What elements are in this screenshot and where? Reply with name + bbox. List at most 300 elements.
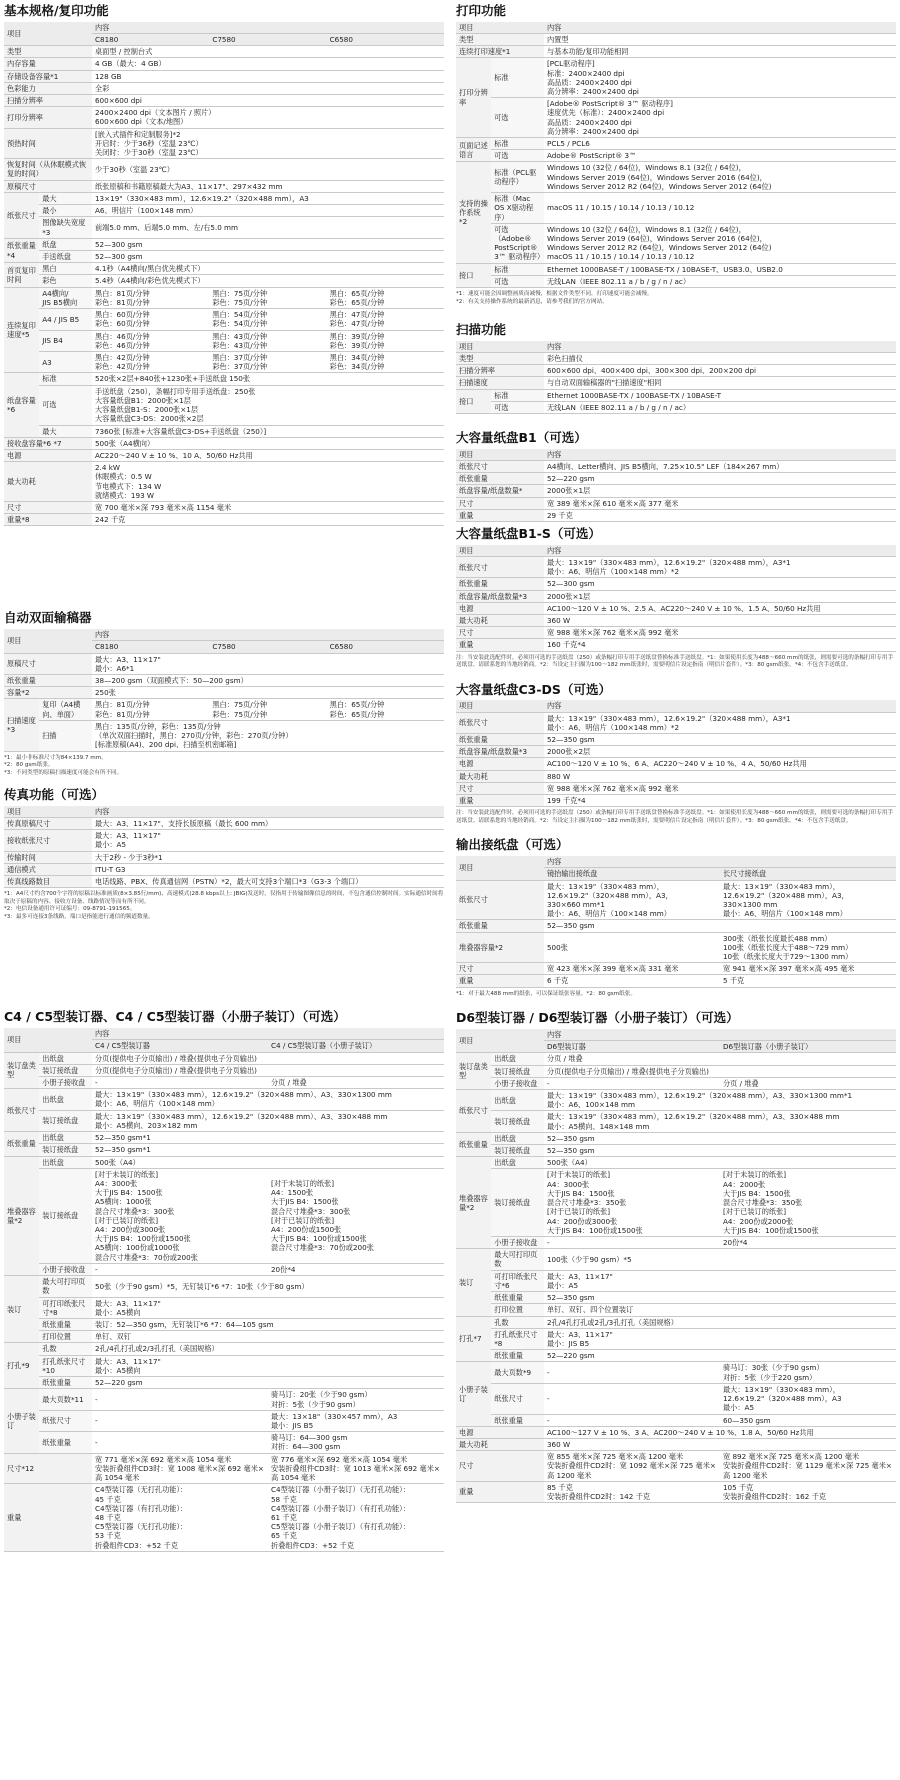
table-row (456, 578, 896, 590)
header-model-name: C4 / C5型装订器 (92, 1040, 268, 1052)
header-item-label: 项目 (456, 856, 544, 880)
table-row (4, 1089, 444, 1110)
row-label: 重量 (456, 509, 544, 521)
row-value: 黑白：34页/分钟 彩色：34页/分钟 (329, 352, 385, 372)
row-value: - (546, 1415, 550, 1425)
table-row (456, 1111, 896, 1132)
row-value: - (94, 1077, 98, 1087)
section-basic (4, 3, 444, 526)
row-value: 52—220 gsm (546, 1351, 595, 1361)
table-row (456, 602, 896, 614)
table-row (456, 1451, 896, 1482)
table-row (456, 1237, 896, 1249)
table-row (4, 830, 444, 851)
row-label: 接口 (456, 263, 491, 287)
spec-table (456, 341, 896, 414)
row-sublabel: 纸张尺寸 (39, 1410, 92, 1431)
section-notes: *1：速度可能会因调整画质而减慢，根据文件类型不同，打印速度可能会减慢。 *2：有关支持操作系统的最新消息，请参考我们的官方网站。 (456, 291, 653, 305)
row-sublabel: A4 / JIS B5 (39, 309, 92, 330)
row-value: 85 千克 安装折叠组件CD2时：142 千克 (546, 1482, 650, 1502)
row-value: 最大：13×19"（330×483 mm）， 12.6×19.2"（320×488 mm），A3 最小：A5 (722, 1384, 842, 1413)
row-sublabel: 纸盘 (39, 238, 92, 250)
row-label: 纸盘容量*6 (4, 373, 39, 437)
section-title: 自动双面输稿器 (4, 610, 92, 626)
table-row (4, 1389, 444, 1410)
row-label: 打印分辨率 (456, 58, 491, 138)
row-value: A4横向、Letter横向、JIS B5横向、7.25×10.5" LEF（184×267 mm） (546, 461, 784, 471)
row-value: 装订：52—350 gsm，无钉装订*6 *7：64—105 gsm (94, 1320, 274, 1330)
table-row (456, 639, 896, 651)
row-label: 扫描分辨率 (4, 94, 92, 106)
table-row (456, 263, 896, 275)
table-row (456, 98, 896, 138)
row-value: 29 千克 (546, 510, 573, 520)
row-value: 50张（少于90 gsm）*5，无钉装订*6 *7：10张（少于80 gsm） (94, 1281, 309, 1291)
row-value: 黑白：54页/分钟 彩色：54页/分钟 (212, 310, 268, 329)
table-row (4, 275, 444, 287)
row-label: 纸张尺寸 (456, 556, 544, 577)
row-value: 300张（纸张长度最长488 mm） 100张（纸张长度大于488～729 mm） 10张（纸张长度大于729～1300 mm） (722, 933, 853, 962)
row-value: Windows 10 (32位 / 64位)，Windows 8.1 (32位 / 64位)， Windows Server 2019 (64位)，Windows Server 2016 (64位)， Windows Server 2012 R2 (64位)，Windows Server 2012 (64位) macOS 11 / 10.15 / 10.14 / 10.13 / 10.12 (546, 224, 772, 262)
header-item-label: 项目 (456, 341, 544, 353)
row-value: 60—350 gsm (722, 1415, 771, 1425)
table-row (4, 309, 444, 330)
header-model-name: C4 / C5型装订器（小册子装订） (268, 1040, 444, 1052)
row-value: 20份*4 (270, 1264, 296, 1274)
row-label: 打印分辨率 (4, 107, 92, 128)
table-row (456, 758, 896, 770)
row-value: 最大：13×19"（330×483 mm），12.6×19.2"（320×488 mm），A3*1 最小：A6、明信片（100×148 mm）*2 (546, 557, 791, 577)
row-value: 无线LAN（IEEE 802.11 a / b / g / n / ac） (546, 276, 691, 286)
row-sublabel: 装订接纸盘 (491, 1145, 544, 1157)
row-value: 13×19"（330×483 mm），12.6×19.2"（320×488 mm），A3 (94, 193, 309, 203)
section-title: 打印功能 (456, 3, 507, 18)
table-row (4, 94, 444, 106)
row-value: 160 千克*4 (546, 640, 586, 650)
row-label: 传真原稿尺寸 (4, 817, 92, 829)
row-sublabel: 纸张重量 (491, 1292, 544, 1304)
row-sublabel: A3 (39, 351, 92, 372)
table-row (456, 1316, 896, 1328)
row-value: AC100～127 V ± 10 %、3 A、AC200～240 V ± 10 %、1.8 A、50/60 Hz共用 (546, 1427, 814, 1437)
row-sublabel: 装订接纸盘 (39, 1168, 92, 1263)
table-row (4, 1410, 444, 1431)
row-label: 存储设备容量*1 (4, 70, 92, 82)
row-sublabel: 可选 (491, 98, 544, 138)
row-sublabel: 小册子接收盘 (491, 1237, 544, 1249)
row-sublabel: 小册子接收盘 (39, 1263, 92, 1275)
table-row (4, 1453, 444, 1484)
table-row (4, 192, 444, 204)
row-sublabel: 打印位置 (491, 1304, 544, 1316)
row-value: 600×600 dpi (94, 95, 142, 105)
row-value: 黑白：42页/分钟 彩色：42页/分钟 (94, 352, 150, 372)
row-value: 纸张原稿和书籍原稿最大为A3、11×17"、297×432 mm (94, 181, 283, 191)
section-finisher_d6 (456, 1010, 896, 1503)
row-label: 电源 (456, 602, 544, 614)
row-value: 最大：A3、11×17" 最小：A5 (94, 831, 161, 850)
table-row (4, 1076, 444, 1088)
row-value: 最大：13×19"（330×483 mm）， 12.6×19.2"（320×488 mm），A3， 330×660 mm*1 最小：A6、明信片（100×148 mm） (546, 881, 673, 919)
row-value: 360 W (546, 1439, 571, 1449)
row-sublabel: 最大页数*9 (491, 1362, 544, 1383)
row-label: 纸张尺寸 (4, 192, 39, 238)
row-value: 黑白：37页/分钟 彩色：37页/分钟 (212, 352, 268, 372)
row-value: 宽 892 毫米×深 725 毫米×高 1200 毫米 安装折叠组件CD2时：宽 1129 毫米×深 725 毫米×高 1200 毫米 (722, 1452, 892, 1480)
spec-table (456, 22, 896, 288)
row-value: 宽 700 毫米×深 793 毫米×高 1154 毫米 (94, 503, 232, 513)
row-label: 最大功耗 (456, 615, 544, 627)
table-row (456, 1328, 896, 1349)
row-value: 38—200 gsm（双面模式下：50—200 gsm） (94, 675, 248, 685)
row-value: 分页 / 堆叠 (270, 1077, 307, 1087)
table-row (4, 514, 444, 526)
header-content-label: 内容 (544, 856, 896, 868)
table-row (4, 1276, 444, 1297)
table-row (4, 1110, 444, 1131)
row-value: 黑白：46页/分钟 彩色：46页/分钟 (94, 331, 150, 350)
row-sublabel: 黑白 (39, 263, 92, 275)
table-row (4, 1432, 444, 1453)
row-label: 纸张尺寸 (4, 1089, 39, 1132)
table-row (456, 1169, 896, 1237)
section-notes: *1：最小非标准尺寸为84×139.7 mm。 *2：80 gsm纸张。 *3：不同类型的原稿扫描速度可能会有所不同。 (4, 754, 123, 776)
row-value: 52—300 gsm (94, 239, 143, 249)
spec-table (4, 1028, 444, 1552)
row-label: 预热时间 (4, 128, 92, 159)
row-sublabel: 出纸盘 (39, 1089, 92, 1110)
row-label: 重量*8 (4, 514, 92, 526)
table-row (456, 1132, 896, 1144)
row-value: 2000张×1层 (546, 486, 591, 496)
table-row (456, 782, 896, 794)
row-label: 尺寸 (456, 497, 544, 509)
section-title: D6型装订器 / D6型装订器（小册子装订）（可选） (456, 1010, 739, 1026)
table-row (4, 1343, 444, 1355)
header-model-name: C8180 (92, 33, 209, 45)
row-value: 最大：A3、11×17" 最小：A5 (546, 1271, 613, 1290)
row-sublabel: 装订接纸盘 (491, 1111, 544, 1132)
section-hcf_b1 (456, 430, 896, 522)
row-value: C4型装订器（无打孔功能）： 45 千克 C4型装订器（有打孔功能）： 48 千克 C5型装订器（无打孔功能）： 53 千克 折叠组件CD3：+52 千克 (94, 1485, 188, 1550)
row-sublabel: 装订接纸盘 (491, 1169, 544, 1237)
row-sublabel: 可打印纸张尺寸*6 (491, 1270, 544, 1291)
table-row (4, 1132, 444, 1144)
row-sublabel: 手送纸盘 (39, 251, 92, 263)
table-row (456, 1481, 896, 1502)
section-title: 大容量纸盘B1（可选） (456, 430, 587, 446)
table-row (4, 107, 444, 128)
row-value: 520张×2层+840张+1230张+手送纸盘 150张 (94, 374, 251, 384)
table-row (4, 1156, 444, 1168)
section-title: 传真功能（可选） (4, 787, 105, 803)
header-item-label: 项目 (456, 545, 544, 557)
row-sublabel: 装订接纸盘 (491, 1065, 544, 1077)
row-label: 恢复时间（从休眠模式恢复的时间） (4, 159, 92, 180)
table-row (456, 963, 896, 975)
row-value: 52—350 gsm (546, 1133, 595, 1143)
row-value: 黑白：47页/分钟 彩色：47页/分钟 (329, 310, 385, 329)
row-label: 最大功耗 (456, 770, 544, 782)
row-label: 小册子装订 (4, 1389, 39, 1453)
table-row (456, 33, 896, 45)
row-value: 500张（A4横向） (94, 438, 155, 448)
row-label: 类型 (4, 46, 92, 58)
row-label: 页面记述语言 (456, 138, 491, 162)
row-value: 最大：13×19"（330×483 mm），12.6×19.2"（320×488 mm）、A3、330×1300 mm 最小：A6、明信片（100×148 mm） (94, 1090, 392, 1109)
row-label: 纸张尺寸 (456, 712, 544, 733)
section-title: 大容量纸盘B1-S（可选） (456, 526, 601, 542)
row-sublabel: 小册子接收盘 (39, 1076, 92, 1088)
row-label: 电源 (456, 758, 544, 770)
section-duplex (4, 610, 444, 777)
spec-table (456, 1029, 896, 1503)
table-row (456, 1157, 896, 1169)
row-label: 重量 (456, 795, 544, 807)
row-sublabel: JIS B4 (39, 330, 92, 351)
table-row (4, 1263, 444, 1275)
table-row (4, 502, 444, 514)
row-label: 重量 (456, 975, 544, 987)
row-sublabel: 装订接纸盘 (39, 1144, 92, 1156)
row-value: 242 千克 (94, 515, 126, 525)
table-row (4, 1144, 444, 1156)
header-model-name: C7580 (209, 641, 326, 653)
table-row (456, 1065, 896, 1077)
row-value: 最大：13×18"（330×457 mm），A3 最小：JIS B5 (270, 1411, 398, 1430)
table-row (456, 932, 896, 963)
row-sublabel: 纸张尺寸 (491, 1383, 544, 1414)
row-sublabel: 纸张重量 (491, 1350, 544, 1362)
row-value: 52—350 gsm (546, 1293, 595, 1303)
row-label: 尺寸 (456, 963, 544, 975)
table-row (456, 1053, 896, 1065)
row-value: 宽 941 毫米×深 397 毫米×高 495 毫米 (722, 964, 855, 974)
row-value: 最大：A3、11×17" 最小：A6*1 (94, 654, 161, 673)
table-row (456, 389, 896, 401)
row-value: 7360张 [标准+大容量纸盘C3-DS+手送纸盘（250）] (94, 426, 267, 436)
table-row (456, 1249, 896, 1270)
table-row (4, 82, 444, 94)
table-row (4, 851, 444, 863)
header-model-name: C7580 (209, 33, 326, 45)
row-sublabel: 可选（Adobe® PostScript® 3™ 驱动程序） (491, 223, 544, 263)
row-label: 纸张重量 (456, 578, 544, 590)
table-row (456, 590, 896, 602)
spec-table (456, 856, 896, 988)
section-notes: 注：当安装此选配件时，必须用可选的手送纸盘（250）或条幅打印专用手送纸盘替换标准手送纸盘。*1：如果使用长度为488～660 mm的纸张，则需要可选的条幅打印专用手送纸盘。请联系您的当地经销商。*2：当设定主扫描为100～182 mm纸张时，需要明信片设定指南（明信片套件）。*3：80 gsm纸张。*4：不包含手送纸盘。 (456, 810, 894, 824)
table-row (456, 1414, 896, 1426)
row-label: 支持的操作系统*2 (456, 162, 491, 263)
row-sublabel: 孔数 (491, 1316, 544, 1328)
spec-table (456, 545, 896, 652)
row-label: 纸张重量 (456, 734, 544, 746)
row-sublabel: 扫描 (39, 720, 92, 751)
row-sublabel: 标准 (491, 263, 544, 275)
row-label: 重量 (456, 639, 544, 651)
section-title: C4 / C5型装订器、C4 / C5型装订器（小册子装订）（可选） (4, 1009, 346, 1025)
table-row (4, 687, 444, 699)
table-row (456, 485, 896, 497)
table-row (456, 509, 896, 521)
row-value: 黑白：135页/分钟，彩色：135页/分钟 （单次双面扫描时，黑白：270页/分钟，彩色：270页/分钟） [标准原稿(A4)、200 dpi、扫描至机密邮箱] (94, 721, 293, 750)
row-label: 类型 (456, 33, 544, 45)
row-value: 360 W (546, 616, 571, 625)
row-label: 纸盘容量/纸盘数量*3 (456, 590, 544, 602)
row-value: 黑白：75页/分钟 彩色：75页/分钟 (212, 700, 268, 719)
table-row (4, 462, 444, 502)
row-label: 纸张重量 (456, 1132, 491, 1156)
row-label: 纸盘容量/纸盘数量* (456, 485, 544, 497)
header-item-label: 项目 (456, 1029, 544, 1053)
row-label: 装订 (456, 1249, 491, 1316)
row-value: 199 千克*4 (546, 796, 586, 806)
spec-table (456, 449, 896, 522)
row-value: - (94, 1264, 98, 1274)
row-value: 最大：13×19"（330×483 mm）， 12.6×19.2"（320×488 mm），A3， 330×1300 mm 最小：A6、明信片（100×148 mm） (722, 881, 849, 919)
header-model-name: C6580 (327, 641, 444, 653)
row-value: 分页(提供电子分页输出) / 堆叠(提供电子分页输出) (94, 1065, 257, 1075)
row-label: 最大功耗 (456, 1438, 544, 1450)
table-row (456, 1362, 896, 1383)
row-label: 电源 (456, 1426, 544, 1438)
right-column (456, 3, 896, 1503)
row-value: 黑白：81页/分钟 彩色：81页/分钟 (94, 700, 150, 719)
row-label: 扫描分辨率 (456, 365, 544, 377)
row-value: 宽 776 毫米×深 692 毫米×高 1054 毫米 安装折叠组件CD3时：宽 1013 毫米×深 692 毫米×高 1054 毫米 (270, 1454, 440, 1483)
row-label: 接收盘容量*6 *7 (4, 437, 92, 449)
header-content-label: 内容 (544, 545, 896, 557)
row-value: 500张 (546, 942, 568, 952)
row-sublabel: 标准 (491, 58, 544, 98)
table-row (4, 58, 444, 70)
row-value: 最大：13×19"（330×483 mm），12.6×19.2"（320×488 mm），A3、330×1300 mm*1 最小：A6、100×148 mm (546, 1090, 853, 1110)
row-value: A6、明信片（100×148 mm） (94, 206, 198, 216)
row-value: AC220～240 V ± 10 %、10 A、50/60 Hz共用 (94, 450, 253, 460)
table-row (456, 401, 896, 413)
row-value: 52—350 gsm (546, 921, 595, 931)
row-sublabel: 出纸盘 (491, 1132, 544, 1144)
table-row (456, 746, 896, 758)
row-value: 宽 855 毫米×深 725 毫米×高 1200 毫米 安装折叠组件CD2时：宽 1092 毫米×深 725 毫米×高 1200 毫米 (546, 1452, 716, 1480)
row-sublabel: 孔数 (39, 1343, 92, 1355)
table-row (4, 159, 444, 180)
table-row (456, 223, 896, 263)
table-row (456, 460, 896, 472)
section-fax (4, 787, 444, 921)
row-sublabel: 打印位置 (39, 1331, 92, 1343)
row-label: 连续复印速度*5 (4, 287, 39, 373)
row-label: 堆叠器容量*2 (4, 1156, 39, 1276)
table-row (4, 351, 444, 372)
table-row (456, 615, 896, 627)
row-value: 最大：13×19"（330×483 mm），12.6×19.2"（320×488 mm），A3*1 最小：A6、明信片（100×148 mm）*2 (546, 713, 791, 732)
row-sublabel: 纸张重量 (491, 1414, 544, 1426)
table-row (4, 373, 444, 385)
table-row (456, 1270, 896, 1291)
row-value: [对于未装订的纸张] A4：3000张 大于JIS B4：1500张 混合尺寸堆叠*3：350张 [对于已装订的纸张] A4：200份或3000张 大于JIS B4：100份或1500张 (546, 1170, 643, 1235)
row-value: 500张（A4） (94, 1157, 140, 1167)
table-row (4, 1168, 444, 1263)
row-label: 重量 (4, 1484, 92, 1552)
row-label: 接口 (456, 389, 491, 413)
row-value: 宽 423 毫米×深 399 毫米×高 331 毫米 (546, 964, 679, 974)
row-label: 纸张重量 (4, 674, 92, 686)
row-label: 扫描速度*3 (4, 699, 39, 751)
header-item-label: 项目 (456, 22, 544, 34)
left-column (4, 3, 444, 1552)
row-value: 骑马订：20张（少于90 gsm） 对折：5张（少于90 gsm） (270, 1390, 372, 1409)
row-label: 打孔*9 (4, 1343, 39, 1389)
row-value: 分页 / 堆叠 (546, 1054, 583, 1064)
table-row (456, 1350, 896, 1362)
row-label: 尺寸 (456, 1451, 544, 1482)
row-sublabel: 最大页数*11 (39, 1389, 92, 1410)
row-value: C4型装订器（小册子装订）（无打孔功能）： 58 千克 C4型装订器（小册子装订）（有打孔功能）： 61 千克 C5型装订器（小册子装订）（有打孔功能）： 65 千克 折叠组件CD3：+52 千克 (270, 1485, 410, 1550)
row-value: 500张（A4） (546, 1158, 592, 1168)
row-sublabel: 标准 (491, 389, 544, 401)
table-row (456, 1145, 896, 1157)
row-label: 打孔*7 (456, 1316, 491, 1362)
header-content-label: 内容 (544, 449, 896, 461)
header-model-name: 镜抬输出接纸盘 (544, 868, 720, 880)
row-sublabel: 最大 (39, 192, 92, 204)
row-value: 手送纸盘（250），条幅打印专用手送纸盘：250张 大容量纸盘B1：2000张×1层 大容量纸盘B1-S：2000张×1层 大容量纸盘C3-DS：2000张×2层 (94, 386, 256, 424)
row-value: macOS 11 / 10.15 / 10.14 / 10.13 / 10.12 (546, 203, 695, 213)
row-value: AC100～120 V ± 10 %、2.5 A、AC220～240 V ± 10 %、1.5 A、50/60 Hz共用 (546, 603, 821, 613)
row-value: 2400×2400 dpi（文本图片 / 照片） 600×600 dpi（文本/地图） (94, 108, 216, 127)
row-value: - (546, 1078, 550, 1088)
spec-table (4, 806, 444, 889)
row-label: 纸张重量 (456, 473, 544, 485)
row-sublabel: 打孔纸张尺寸*10 (39, 1355, 92, 1376)
row-value: [嵌入式插件和定制服务]*2 开启时：少于36秒（室温 23℃） 关闭时：少于30秒（室温 23℃） (94, 129, 203, 158)
row-value: 5.4秒（A4横向/彩色优先模式下） (94, 276, 205, 286)
row-value: 与自动双面输稿器的"扫描速度"相同 (546, 378, 662, 388)
table-row (456, 1304, 896, 1316)
row-value: [对于未装订的纸张] A4：3000张 大于JIS B4：1500张 A5横向：1000张 混合尺寸堆叠*3：300张 [对于已装订的纸张] A4：200份或3000张 大于JIS B4：100份或1500张 A5横向：100份或1000张 混合尺寸堆叠*3：70份或200张 (94, 1169, 198, 1262)
row-sublabel: 可选 (491, 150, 544, 162)
table-row (456, 365, 896, 377)
row-value: 最大：13×19"（330×483 mm），12.6×19.2"（320×488 mm）、A3、330×488 mm 最小：A5横向、203×182 mm (94, 1111, 388, 1130)
row-value: 2000张×1层 (546, 591, 591, 601)
table-row (4, 46, 444, 58)
table-row (456, 162, 896, 193)
table-row (456, 920, 896, 932)
row-value: 黑白：43页/分钟 彩色：43页/分钟 (212, 331, 268, 350)
table-row (4, 1052, 444, 1064)
row-value: 宽 988 毫米×深 762 毫米×高 992 毫米 (546, 628, 679, 638)
row-sublabel: 最大可打印页数 (491, 1249, 544, 1270)
row-value: 分页(提供电子分页输出) / 堆叠(提供电子分页输出) (94, 1053, 257, 1063)
row-value: 骑马订：30张（少于90 gsm） 对折：5张（少于220 gsm） (722, 1363, 824, 1382)
row-label: 尺寸*12 (4, 1453, 92, 1484)
row-sublabel: 可打印纸张尺寸*8 (39, 1297, 92, 1318)
row-sublabel: 可选 (491, 275, 544, 287)
row-value: 大于2秒 - 少于3秒*1 (94, 852, 163, 862)
row-sublabel: 出纸盘 (491, 1089, 544, 1110)
row-value: 4.1秒（A4横向/黑白优先模式下） (94, 264, 205, 274)
row-value: 宽 988 毫米×深 762 毫米×高 992 毫米 (546, 783, 679, 793)
spec-table (4, 629, 444, 751)
table-row (4, 251, 444, 263)
row-sublabel: 最大 (39, 425, 92, 437)
table-row (4, 863, 444, 875)
row-label: 容量*2 (4, 687, 92, 699)
table-row (4, 437, 444, 449)
section-print (456, 3, 896, 306)
row-value: [对于未装订的纸张] A4：1500张 大于JIS B4：1500张 混合尺寸堆叠*3：300张 [对于已装订的纸张] A4：200份或1500张 大于JIS B4：100份或1500张 混合尺寸堆叠*3：70份或200张 (270, 1178, 374, 1253)
